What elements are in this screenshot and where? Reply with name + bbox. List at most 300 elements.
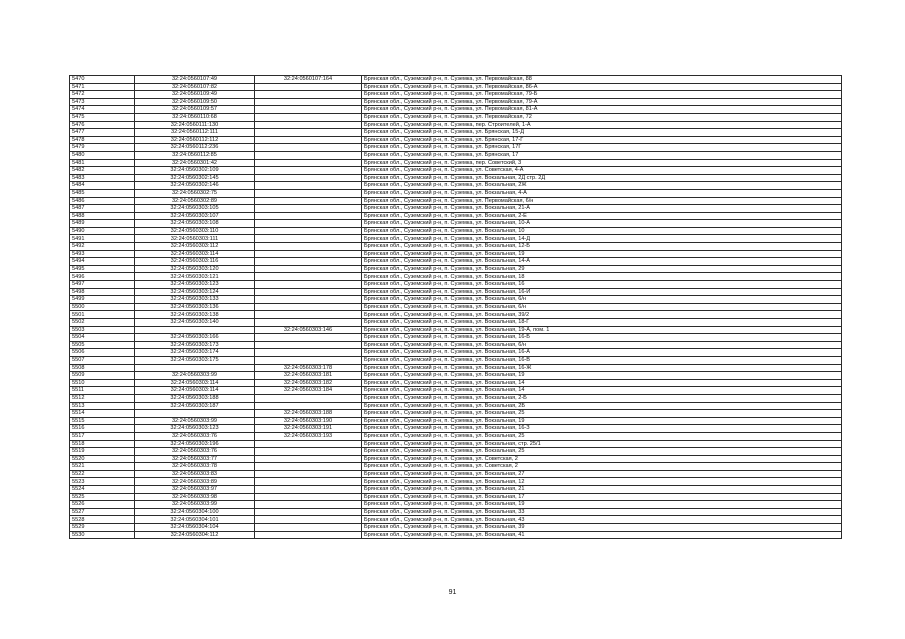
cadastral-number-cell: 32:24:0560109:57 bbox=[135, 106, 255, 114]
table-row bbox=[70, 364, 842, 372]
row-number-cell: 5493 bbox=[70, 250, 135, 258]
row-number-cell: 5483 bbox=[70, 174, 135, 182]
cadastral-number-cell: 32:24:0560303:123 bbox=[135, 425, 255, 433]
row-number-cell: 5497 bbox=[70, 281, 135, 289]
object-number-cell bbox=[255, 296, 362, 304]
table-row bbox=[70, 129, 842, 137]
address-cell: Брянская обл., Суземский р-н, п. Суземка, ул. Вокзальная, 12 bbox=[362, 478, 842, 486]
cadastral-number-cell: 32:24:0560303:175 bbox=[135, 356, 255, 364]
object-number-cell: 32:24:0560303:190 bbox=[255, 417, 362, 425]
cadastral-number-cell: 32:24:0560301:42 bbox=[135, 159, 255, 167]
page-number: 91 bbox=[448, 589, 457, 596]
row-number-cell: 5495 bbox=[70, 265, 135, 273]
cadastral-number-cell: 32:24:0560303:166 bbox=[135, 334, 255, 342]
cadastral-number-cell: 32:24:0560303:99 bbox=[135, 417, 255, 425]
table-row bbox=[70, 410, 842, 418]
row-number-cell: 5492 bbox=[70, 243, 135, 251]
cadastral-number-cell: 32:24:0560303:120 bbox=[135, 265, 255, 273]
table-row bbox=[70, 501, 842, 509]
table-row bbox=[70, 379, 842, 387]
row-number-cell: 5522 bbox=[70, 470, 135, 478]
table-row bbox=[70, 288, 842, 296]
object-number-cell bbox=[255, 493, 362, 501]
address-cell: Брянская обл., Суземский р-н, п. Суземка, ул. Вокзальная, 16-И bbox=[362, 288, 842, 296]
address-cell: Брянская обл., Суземский р-н, п. Суземка, ул. Вокзальная, 16-Ж bbox=[362, 364, 842, 372]
row-number-cell: 5482 bbox=[70, 167, 135, 175]
row-number-cell: 5476 bbox=[70, 121, 135, 129]
object-number-cell bbox=[255, 220, 362, 228]
row-number-cell: 5498 bbox=[70, 288, 135, 296]
object-number-cell bbox=[255, 440, 362, 448]
cadastral-number-cell: 32:24:0560111:130 bbox=[135, 121, 255, 129]
row-number-cell: 5515 bbox=[70, 417, 135, 425]
table-row bbox=[70, 281, 842, 289]
cadastral-number-cell: 32:24:0560109:49 bbox=[135, 91, 255, 99]
address-cell: Брянская обл., Суземский р-н, п. Суземка, ул. Вокзальная, 10-А bbox=[362, 220, 842, 228]
table-row bbox=[70, 311, 842, 319]
registry-table-body bbox=[70, 76, 842, 539]
address-cell: Брянская обл., Суземский р-н, п. Суземка, ул. Первомайская, 72 bbox=[362, 113, 842, 121]
cadastral-number-cell: 32:24:0560303:105 bbox=[135, 205, 255, 213]
table-row bbox=[70, 113, 842, 121]
table-row bbox=[70, 516, 842, 524]
row-number-cell: 5520 bbox=[70, 455, 135, 463]
address-cell: Брянская обл., Суземский р-н, п. Суземка, ул. Вокзальная, 2-Б bbox=[362, 394, 842, 402]
object-number-cell bbox=[255, 106, 362, 114]
row-number-cell: 5485 bbox=[70, 189, 135, 197]
row-number-cell: 5519 bbox=[70, 448, 135, 456]
cadastral-number-cell: 32:24:0560303:108 bbox=[135, 220, 255, 228]
row-number-cell: 5470 bbox=[70, 76, 135, 84]
object-number-cell bbox=[255, 334, 362, 342]
object-number-cell bbox=[255, 136, 362, 144]
row-number-cell: 5473 bbox=[70, 98, 135, 106]
object-number-cell bbox=[255, 205, 362, 213]
table-row bbox=[70, 455, 842, 463]
row-number-cell: 5511 bbox=[70, 387, 135, 395]
row-number-cell: 5527 bbox=[70, 508, 135, 516]
table-row bbox=[70, 227, 842, 235]
cadastral-number-cell: 32:24:0560303:138 bbox=[135, 311, 255, 319]
address-cell: Брянская обл., Суземский р-н, п. Суземка, ул. Вокзальная, 14 bbox=[362, 379, 842, 387]
row-number-cell: 5506 bbox=[70, 349, 135, 357]
table-row bbox=[70, 531, 842, 539]
row-number-cell: 5490 bbox=[70, 227, 135, 235]
address-cell: Брянская обл., Суземский р-н, п. Суземка, ул. Вокзальная, 27 bbox=[362, 470, 842, 478]
table-row bbox=[70, 508, 842, 516]
address-cell: Брянская обл., Суземский р-н, п. Суземка, ул. Вокзальная, 25 bbox=[362, 410, 842, 418]
cadastral-number-cell: 32:24:0560303:116 bbox=[135, 258, 255, 266]
row-number-cell: 5505 bbox=[70, 341, 135, 349]
row-number-cell: 5496 bbox=[70, 273, 135, 281]
row-number-cell: 5484 bbox=[70, 182, 135, 190]
object-number-cell bbox=[255, 113, 362, 121]
table-row bbox=[70, 159, 842, 167]
cadastral-number-cell: 32:24:0560303:123 bbox=[135, 281, 255, 289]
object-number-cell: 32:24:0560303:193 bbox=[255, 432, 362, 440]
address-cell: Брянская обл., Суземский р-н, п. Суземка, ул. Вокзальная, 2-Е bbox=[362, 212, 842, 220]
cadastral-number-cell: 32:24:0560303:97 bbox=[135, 486, 255, 494]
row-number-cell: 5491 bbox=[70, 235, 135, 243]
row-number-cell: 5517 bbox=[70, 432, 135, 440]
table-row bbox=[70, 387, 842, 395]
row-number-cell: 5486 bbox=[70, 197, 135, 205]
address-cell: Брянская обл., Суземский р-н, п. Суземка, ул. Первомайская, 81-А bbox=[362, 106, 842, 114]
cadastral-number-cell: 32:24:0560112:112 bbox=[135, 136, 255, 144]
object-number-cell bbox=[255, 501, 362, 509]
object-number-cell bbox=[255, 516, 362, 524]
address-cell: Брянская обл., Суземский р-н, п. Суземка, ул. Вокзальная, 2Ж bbox=[362, 182, 842, 190]
object-number-cell bbox=[255, 455, 362, 463]
row-number-cell: 5513 bbox=[70, 402, 135, 410]
row-number-cell: 5471 bbox=[70, 83, 135, 91]
address-cell: Брянская обл., Суземский р-н, п. Суземка, ул. Вокзальная, 14 bbox=[362, 387, 842, 395]
cadastral-number-cell: 32:24:0560302:146 bbox=[135, 182, 255, 190]
cadastral-number-cell: 32:24:0560303:99 bbox=[135, 372, 255, 380]
address-cell: Брянская обл., Суземский р-н, п. Суземка, ул. Вокзальная, 6/н bbox=[362, 341, 842, 349]
cadastral-number-cell: 32:24:0560303:112 bbox=[135, 243, 255, 251]
object-number-cell bbox=[255, 121, 362, 129]
object-number-cell bbox=[255, 243, 362, 251]
table-row bbox=[70, 319, 842, 327]
object-number-cell bbox=[255, 174, 362, 182]
row-number-cell: 5501 bbox=[70, 311, 135, 319]
row-number-cell: 5516 bbox=[70, 425, 135, 433]
address-cell: Брянская обл., Суземский р-н, п. Суземка, ул. Советская, 2 bbox=[362, 455, 842, 463]
address-cell: Брянская обл., Суземский р-н, п. Суземка, ул. Вокзальная, 16-В bbox=[362, 356, 842, 364]
row-number-cell: 5504 bbox=[70, 334, 135, 342]
table-row bbox=[70, 326, 842, 334]
row-number-cell: 5472 bbox=[70, 91, 135, 99]
cadastral-number-cell: 32:24:0560303:174 bbox=[135, 349, 255, 357]
object-number-cell: 32:24:0560303:178 bbox=[255, 364, 362, 372]
cadastral-number-cell: 32:24:0560110:68 bbox=[135, 113, 255, 121]
cadastral-number-cell: 32:24:0560303:77 bbox=[135, 455, 255, 463]
address-cell: Брянская обл., Суземский р-н, п. Суземка, ул. Вокзальная, 14-Д bbox=[362, 235, 842, 243]
cadastral-number-cell bbox=[135, 410, 255, 418]
address-cell: Брянская обл., Суземский р-н, п. Суземка, ул. Вокзальная, 16-А bbox=[362, 349, 842, 357]
table-row bbox=[70, 417, 842, 425]
object-number-cell bbox=[255, 394, 362, 402]
cadastral-number-cell: 32:24:0560303:107 bbox=[135, 212, 255, 220]
row-number-cell: 5523 bbox=[70, 478, 135, 486]
row-number-cell: 5503 bbox=[70, 326, 135, 334]
cadastral-number-cell: 32:24:0560304:100 bbox=[135, 508, 255, 516]
address-cell: Брянская обл., Суземский р-н, п. Суземка, ул. Вокзальная, 18 bbox=[362, 273, 842, 281]
table-row bbox=[70, 334, 842, 342]
table-row bbox=[70, 182, 842, 190]
cadastral-number-cell: 32:24:0560107:49 bbox=[135, 76, 255, 84]
table-row bbox=[70, 205, 842, 213]
address-cell: Брянская обл., Суземский р-н, п. Суземка, ул. Вокзальная, 43 bbox=[362, 516, 842, 524]
table-row bbox=[70, 189, 842, 197]
object-number-cell bbox=[255, 524, 362, 532]
table-row bbox=[70, 524, 842, 532]
cadastral-number-cell: 32:24:0560302:89 bbox=[135, 197, 255, 205]
table-row bbox=[70, 440, 842, 448]
address-cell: Брянская обл., Суземский р-н, п. Суземка, ул. Вокзальная, 25 bbox=[362, 432, 842, 440]
object-number-cell bbox=[255, 281, 362, 289]
address-cell: Брянская обл., Суземский р-н, п. Суземка, ул. Вокзальная, 19-А, пом. 1 bbox=[362, 326, 842, 334]
object-number-cell bbox=[255, 356, 362, 364]
object-number-cell bbox=[255, 250, 362, 258]
object-number-cell bbox=[255, 151, 362, 159]
object-number-cell: 32:24:0560303:181 bbox=[255, 372, 362, 380]
object-number-cell bbox=[255, 319, 362, 327]
row-number-cell: 5507 bbox=[70, 356, 135, 364]
address-cell: Брянская обл., Суземский р-н, п. Суземка, ул. Брянская, 17 bbox=[362, 151, 842, 159]
object-number-cell: 32:24:0560303:184 bbox=[255, 387, 362, 395]
address-cell: Брянская обл., Суземский р-н, п. Суземка, ул. Первомайская, 86-А bbox=[362, 83, 842, 91]
row-number-cell: 5529 bbox=[70, 524, 135, 532]
object-number-cell bbox=[255, 341, 362, 349]
table-row bbox=[70, 151, 842, 159]
cadastral-number-cell bbox=[135, 364, 255, 372]
object-number-cell bbox=[255, 311, 362, 319]
address-cell: Брянская обл., Суземский р-н, п. Суземка, ул. Вокзальная, 16-З bbox=[362, 425, 842, 433]
table-row bbox=[70, 167, 842, 175]
object-number-cell bbox=[255, 189, 362, 197]
address-cell: Брянская обл., Суземский р-н, п. Суземка, ул. Первомайская, 88 bbox=[362, 76, 842, 84]
cadastral-number-cell: 32:24:0560303:124 bbox=[135, 288, 255, 296]
object-number-cell: 32:24:0560303:182 bbox=[255, 379, 362, 387]
table-row bbox=[70, 432, 842, 440]
address-cell: Брянская обл., Суземский р-н, п. Суземка, ул. Вокзальная, 19 bbox=[362, 372, 842, 380]
row-number-cell: 5478 bbox=[70, 136, 135, 144]
cadastral-number-cell: 32:24:0560303:99 bbox=[135, 501, 255, 509]
cadastral-number-cell: 32:24:0560303:114 bbox=[135, 379, 255, 387]
cadastral-number-cell: 32:24:0560303:110 bbox=[135, 227, 255, 235]
object-number-cell bbox=[255, 258, 362, 266]
object-number-cell bbox=[255, 265, 362, 273]
object-number-cell bbox=[255, 508, 362, 516]
cadastral-number-cell: 32:24:0560303:140 bbox=[135, 319, 255, 327]
object-number-cell bbox=[255, 303, 362, 311]
address-cell: Брянская обл., Суземский р-н, п. Суземка, ул. Вокзальная, 33 bbox=[362, 508, 842, 516]
row-number-cell: 5500 bbox=[70, 303, 135, 311]
address-cell: Брянская обл., Суземский р-н, п. Суземка, ул. Брянская, 17-Г bbox=[362, 136, 842, 144]
row-number-cell: 5494 bbox=[70, 258, 135, 266]
address-cell: Брянская обл., Суземский р-н, п. Суземка, ул. Вокзальная, 14-А bbox=[362, 258, 842, 266]
cadastral-number-cell: 32:24:0560107:82 bbox=[135, 83, 255, 91]
cadastral-number-cell: 32:24:0560303:121 bbox=[135, 273, 255, 281]
table-row bbox=[70, 394, 842, 402]
row-number-cell: 5512 bbox=[70, 394, 135, 402]
table-row bbox=[70, 76, 842, 84]
address-cell: Брянская обл., Суземский р-н, п. Суземка, ул. Вокзальная, 17 bbox=[362, 493, 842, 501]
row-number-cell: 5499 bbox=[70, 296, 135, 304]
address-cell: Брянская обл., Суземский р-н, п. Суземка, ул. Вокзальная, 10 bbox=[362, 227, 842, 235]
table-row bbox=[70, 91, 842, 99]
object-number-cell: 32:24:0560303:146 bbox=[255, 326, 362, 334]
row-number-cell: 5510 bbox=[70, 379, 135, 387]
cadastral-number-cell: 32:24:0560302:75 bbox=[135, 189, 255, 197]
address-cell: Брянская обл., Суземский р-н, п. Суземка, ул. Вокзальная, 21 bbox=[362, 486, 842, 494]
address-cell: Брянская обл., Суземский р-н, п. Суземка, ул. Вокзальная, 41 bbox=[362, 531, 842, 539]
table-row bbox=[70, 425, 842, 433]
row-number-cell: 5475 bbox=[70, 113, 135, 121]
object-number-cell bbox=[255, 288, 362, 296]
row-number-cell: 5474 bbox=[70, 106, 135, 114]
table-row bbox=[70, 174, 842, 182]
object-number-cell bbox=[255, 197, 362, 205]
row-number-cell: 5530 bbox=[70, 531, 135, 539]
cadastral-number-cell: 32:24:0560303:188 bbox=[135, 394, 255, 402]
object-number-cell bbox=[255, 129, 362, 137]
row-number-cell: 5528 bbox=[70, 516, 135, 524]
cadastral-number-cell: 32:24:0560112:85 bbox=[135, 151, 255, 159]
table-row bbox=[70, 402, 842, 410]
table-row bbox=[70, 349, 842, 357]
table-row bbox=[70, 356, 842, 364]
address-cell: Брянская обл., Суземский р-н, п. Суземка, ул. Вокзальная, 16 bbox=[362, 281, 842, 289]
address-cell: Брянская обл., Суземский р-н, п. Суземка, ул. Брянская, 15-Д bbox=[362, 129, 842, 137]
cadastral-number-cell: 32:24:0560112:236 bbox=[135, 144, 255, 152]
table-row bbox=[70, 220, 842, 228]
cadastral-number-cell: 32:24:0560303:98 bbox=[135, 493, 255, 501]
address-cell: Брянская обл., Суземский р-н, п. Суземка, ул. Вокзальная, стр. 25/1 bbox=[362, 440, 842, 448]
table-row bbox=[70, 197, 842, 205]
cadastral-number-cell: 32:24:0560112:111 bbox=[135, 129, 255, 137]
cadastral-number-cell: 32:24:0560304:112 bbox=[135, 531, 255, 539]
cadastral-number-cell: 32:24:0560302:145 bbox=[135, 174, 255, 182]
object-number-cell bbox=[255, 273, 362, 281]
object-number-cell bbox=[255, 83, 362, 91]
address-cell: Брянская обл., Суземский р-н, п. Суземка, ул. Вокзальная, 19 bbox=[362, 417, 842, 425]
row-number-cell: 5525 bbox=[70, 493, 135, 501]
cadastral-number-cell: 32:24:0560304:104 bbox=[135, 524, 255, 532]
address-cell: Брянская обл., Суземский р-н, п. Суземка, ул. Советская, 2 bbox=[362, 463, 842, 471]
table-row bbox=[70, 83, 842, 91]
table-row bbox=[70, 136, 842, 144]
table-row bbox=[70, 98, 842, 106]
object-number-cell bbox=[255, 531, 362, 539]
address-cell: Брянская обл., Суземский р-н, п. Суземка, ул. Советская, 4-А bbox=[362, 167, 842, 175]
address-cell: Брянская обл., Суземский р-н, п. Суземка, ул. Вокзальная, 2Б bbox=[362, 402, 842, 410]
object-number-cell bbox=[255, 167, 362, 175]
row-number-cell: 5481 bbox=[70, 159, 135, 167]
object-number-cell bbox=[255, 448, 362, 456]
cadastral-number-cell: 32:24:0560303:111 bbox=[135, 235, 255, 243]
object-number-cell: 32:24:0560107:164 bbox=[255, 76, 362, 84]
table-row bbox=[70, 303, 842, 311]
address-cell: Брянская обл., Суземский р-н, п. Суземка, ул. Вокзальная, 6/н bbox=[362, 296, 842, 304]
cadastral-number-cell: 32:24:0560303:196 bbox=[135, 440, 255, 448]
address-cell: Брянская обл., Суземский р-н, п. Суземка, ул. Вокзальная, 19 bbox=[362, 250, 842, 258]
address-cell: Брянская обл., Суземский р-н, п. Суземка, ул. Вокзальная, 29 bbox=[362, 265, 842, 273]
object-number-cell bbox=[255, 98, 362, 106]
cadastral-number-cell: 32:24:0560303:114 bbox=[135, 387, 255, 395]
cadastral-number-cell: 32:24:0560109:50 bbox=[135, 98, 255, 106]
cadastral-number-cell: 32:24:0560303:76 bbox=[135, 448, 255, 456]
table-row bbox=[70, 493, 842, 501]
table-row bbox=[70, 250, 842, 258]
table-row bbox=[70, 106, 842, 114]
table-row bbox=[70, 265, 842, 273]
table-row bbox=[70, 258, 842, 266]
address-cell: Брянская обл., Суземский р-н, п. Суземка, ул. Вокзальная, 19 bbox=[362, 501, 842, 509]
table-row bbox=[70, 243, 842, 251]
address-cell: Брянская обл., Суземский р-н, п. Суземка, ул. Вокзальная, 12-Б bbox=[362, 243, 842, 251]
table-row bbox=[70, 372, 842, 380]
row-number-cell: 5479 bbox=[70, 144, 135, 152]
object-number-cell bbox=[255, 478, 362, 486]
object-number-cell bbox=[255, 227, 362, 235]
row-number-cell: 5526 bbox=[70, 501, 135, 509]
table-row bbox=[70, 235, 842, 243]
table-row bbox=[70, 144, 842, 152]
cadastral-number-cell: 32:24:0560303:76 bbox=[135, 432, 255, 440]
object-number-cell bbox=[255, 91, 362, 99]
cadastral-number-cell: 32:24:0560303:187 bbox=[135, 402, 255, 410]
object-number-cell bbox=[255, 182, 362, 190]
cadastral-number-cell: 32:24:0560303:173 bbox=[135, 341, 255, 349]
cadastral-number-cell: 32:24:0560303:114 bbox=[135, 250, 255, 258]
table-row bbox=[70, 486, 842, 494]
table-row bbox=[70, 341, 842, 349]
address-cell: Брянская обл., Суземский р-н, п. Суземка, ул. Вокзальная, 39 bbox=[362, 524, 842, 532]
object-number-cell bbox=[255, 144, 362, 152]
object-number-cell bbox=[255, 235, 362, 243]
cadastral-number-cell: 32:24:0560303:89 bbox=[135, 478, 255, 486]
object-number-cell bbox=[255, 159, 362, 167]
address-cell: Брянская обл., Суземский р-н, п. Суземка, ул. Вокзальная, 21-А bbox=[362, 205, 842, 213]
row-number-cell: 5477 bbox=[70, 129, 135, 137]
address-cell: Брянская обл., Суземский р-н, п. Суземка, пер. Строителей, 1-А bbox=[362, 121, 842, 129]
address-cell: Брянская обл., Суземский р-н, п. Суземка, ул. Брянская, 17Г bbox=[362, 144, 842, 152]
address-cell: Брянская обл., Суземский р-н, п. Суземка, ул. Первомайская, 79-А bbox=[362, 98, 842, 106]
row-number-cell: 5487 bbox=[70, 205, 135, 213]
address-cell: Брянская обл., Суземский р-н, п. Суземка, ул. Вокзальная, 16-Б bbox=[362, 334, 842, 342]
table-row bbox=[70, 212, 842, 220]
cadastral-number-cell: 32:24:0560302:109 bbox=[135, 167, 255, 175]
cadastral-number-cell: 32:24:0560303:136 bbox=[135, 303, 255, 311]
address-cell: Брянская обл., Суземский р-н, п. Суземка, ул. Первомайская, 79-Б bbox=[362, 91, 842, 99]
object-number-cell bbox=[255, 470, 362, 478]
address-cell: Брянская обл., Суземский р-н, п. Суземка, ул. Вокзальная, 25 bbox=[362, 448, 842, 456]
address-cell: Брянская обл., Суземский р-н, п. Суземка, ул. Вокзальная, 6/н bbox=[362, 303, 842, 311]
table-row bbox=[70, 121, 842, 129]
object-number-cell bbox=[255, 402, 362, 410]
address-cell: Брянская обл., Суземский р-н, п. Суземка, ул. Вокзальная, 4-А bbox=[362, 189, 842, 197]
object-number-cell: 32:24:0560303:191 bbox=[255, 425, 362, 433]
row-number-cell: 5509 bbox=[70, 372, 135, 380]
table-row bbox=[70, 463, 842, 471]
row-number-cell: 5524 bbox=[70, 486, 135, 494]
row-number-cell: 5502 bbox=[70, 319, 135, 327]
row-number-cell: 5488 bbox=[70, 212, 135, 220]
row-number-cell: 5489 bbox=[70, 220, 135, 228]
object-number-cell bbox=[255, 212, 362, 220]
table-row bbox=[70, 296, 842, 304]
row-number-cell: 5480 bbox=[70, 151, 135, 159]
row-number-cell: 5521 bbox=[70, 463, 135, 471]
cadastral-number-cell: 32:24:0560303:133 bbox=[135, 296, 255, 304]
row-number-cell: 5508 bbox=[70, 364, 135, 372]
cadastral-number-cell bbox=[135, 326, 255, 334]
registry-table bbox=[69, 75, 842, 539]
object-number-cell bbox=[255, 486, 362, 494]
cadastral-number-cell: 32:24:0560304:101 bbox=[135, 516, 255, 524]
object-number-cell bbox=[255, 349, 362, 357]
object-number-cell bbox=[255, 463, 362, 471]
table-row bbox=[70, 448, 842, 456]
cadastral-number-cell: 32:24:0560303:83 bbox=[135, 470, 255, 478]
address-cell: Брянская обл., Суземский р-н, п. Суземка, ул. Вокзальная, 39/2 bbox=[362, 311, 842, 319]
address-cell: Брянская обл., Суземский р-н, п. Суземка, ул. Вокзальная, 2Д стр. 2Д bbox=[362, 174, 842, 182]
table-row bbox=[70, 478, 842, 486]
row-number-cell: 5514 bbox=[70, 410, 135, 418]
